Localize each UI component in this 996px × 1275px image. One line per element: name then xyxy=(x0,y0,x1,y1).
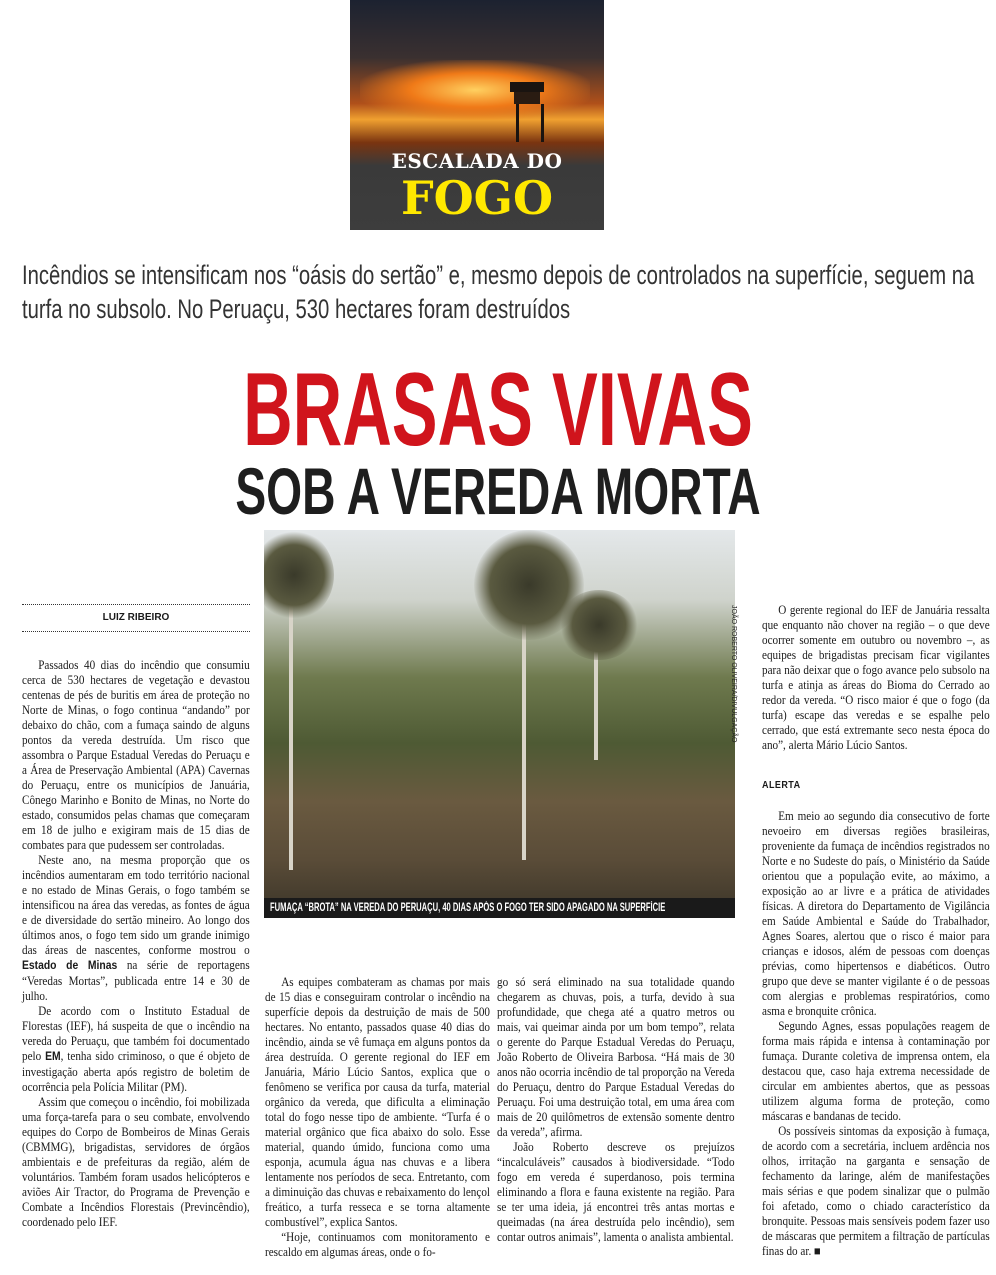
article-column-4 xyxy=(762,603,990,1259)
paragraph: De acordo com o Instituto Estadual de Florestas (IEF), há suspeita de que o incêndio na vereda do Peruaçu, que também foi documentado pelo EM, tenha sido criminoso, o que é objeto de investigação aberta após registro de boletim de ocorrência pela Polícia Militar (PM). xyxy=(22,1004,250,1094)
paragraph: Em meio ao segundo dia consecutivo de forte nevoeiro em diversas regiões brasileiras, proveniente da fumaça de incêndios registrados no Norte e no Sudeste do país, o Ministério da Saúde orientou que a população evite, ao máximo, a exposição ao ar livre e a prática de atividades físicas. A diretora do Departamento de Vigilância em Saúde Ambiental e Saúde do Trabalhador, Agnes Soares, alertou que o risco é maior para crianças e idosos, além de pessoas com doenças prévias, como hipertensos e diabéticos. Outro grupo que deve se manter vigilante é o de pessoas com alergias e problemas respiratórios, como asma e bronquite crônica. xyxy=(762,809,990,1018)
paragraph: “Hoje, continuamos com monitoramento e rescaldo em algumas áreas, onde o fo- xyxy=(265,1230,490,1259)
headline-line2: SOB A VEREDA MORTA xyxy=(235,454,761,528)
article-photo xyxy=(264,530,735,918)
sidebar-heading-alerta: ALERTA xyxy=(762,780,801,791)
photo-credit xyxy=(727,605,739,745)
publication-abbrev: EM xyxy=(45,1051,61,1063)
byline: LUIZ RIBEIRO xyxy=(22,604,250,632)
article-subtitle: Incêndios se intensificam nos “oásis do sertão” e, mesmo depois de controlados na superfície, seguem na turfa no subsolo. No Peruaçu, 530 hectares foram destruídos xyxy=(22,260,975,324)
photo-credit-text: JOÃO ROBERTO OLIVEIRA/DIVULGAÇÃO xyxy=(730,605,737,743)
article-column-2 xyxy=(265,975,490,1260)
headline-line1: BRASAS VIVAS xyxy=(243,352,753,468)
photo-caption: FUMAÇA “BROTA” NA VEREDA DO PERUAÇU, 40 DIAS APÓS O FOGO TER SIDO APAGADO NA SUPERFÍCIE xyxy=(270,902,666,914)
article-column-1 xyxy=(22,658,250,1230)
watchtower-silhouette xyxy=(510,82,544,142)
palm-crown xyxy=(559,590,639,660)
paragraph: Assim que começou o incêndio, foi mobilizada uma força-tarefa para o seu combate, envolvendo equipes do Corpo de Bombeiros de Minas Gerais (CBMMG), brigadistas, servidores de órgãos ambientais e de prefeituras da região, além de voluntários. Também foram usados helicópteros e aviões Air Tractor, do Programa de Prevenção e Combate a Incêndios Florestais (Previncêndio), coordenado pelo IEF. xyxy=(22,1095,250,1229)
section-banner-image xyxy=(350,0,604,230)
paragraph: Neste ano, na mesma proporção que os incêndios aumentaram em todo território nacional e no estado de Minas Gerais, o fogo também se intensificou na área das veredas, as fontes de água e de diversidade do sertão mineiro. Ao longo dos últimos anos, o fogo tem sido um grande inimigo das áreas de nascentes, conforme mostrou o Estado de Minas na série de reportagens “Veredas Mortas”, publicada entre 14 e 30 de julho. xyxy=(22,853,250,1003)
paragraph: O gerente regional do IEF de Januária ressalta que enquanto não chover na região – o que deve ocorrer somente em outubro ou novembro –, as equipes de brigadistas precisam ficar vigilantes para não deixar que o fogo avance pelo subsolo na turfa e atinja as áreas do Bioma do Cerrado ao redor da vereda. “O risco maior é que o fogo (da turfa) escape das veredas e se espalhe pelo cerrado, que está extremante seco nesta época do ano”, alerta Mário Lúcio Santos. xyxy=(762,603,990,752)
article-column-3 xyxy=(497,975,735,1245)
section-kicker: ESCALADA DO xyxy=(391,149,563,173)
photo-caption-bar xyxy=(264,898,735,918)
section-title: FOGO xyxy=(400,171,554,225)
paragraph: João Roberto descreve os prejuízos “incalculáveis” causados à biodiversidade. “Todo fogo em vereda é superdanoso, pois termina eliminando a flora e fauna existente na região. Para se ter uma ideia, já encontrei três antas mortas e queimadas (na área destruída pelo incêndio), sem contar outros animais”, lamenta o analista ambiental. xyxy=(497,1140,735,1244)
paragraph: As equipes combateram as chamas por mais de 15 dias e conseguiram controlar o incêndio na superfície depois da destruição de mais de 500 hectares. No entanto, passados quase 40 dias do incêndio, ainda se vê fumaça em alguns pontos da área destruída. O gerente regional do IEF em Januária, Mário Lúcio Santos, explica que o fenômeno se verifica por causa da turfa, material orgânico da vereda, que dificulta a eliminação total do fogo nesse tipo de ambiente. “Turfa é o material orgânico que fica abaixo do solo. Esse material, quando úmido, funciona como uma esponja, acumula água nas chuvas e a libera lentamente nos períodos de seca. Entretanto, com a diminuição das chuvas e rebaixamento do lençol freático, a turfa resseca e se torna altamente combustível”, explica Santos. xyxy=(265,975,490,1229)
palm-crown xyxy=(264,530,334,620)
fire-glow xyxy=(360,60,590,120)
paragraph: Os possíveis sintomas da exposição à fumaça, de acordo com a secretária, incluem ardência nos olhos, irritação na garganta e sensação de fechamento da laringe, além de manifestações mais sérias e que podem sinalizar que o pulmão foi afetado, como o chiado característico da bronquite. Pessoas mais sensíveis podem fazer uso de máscaras que permitem a filtração de partículas finas do ar. ■ xyxy=(762,1124,990,1258)
paragraph: go só será eliminado na sua totalidade quando chegarem as chuvas, pois, a turfa, devido à sua profundidade, que chega até a quatro metros ou mais, vai queimar ainda por um bom tempo”, relata o gerente do Parque Estadual Veredas do Peruaçu, João Roberto de Oliveira Barbosa. “Há mais de 30 anos não ocorria incêndio de tal proporção na Vereda do Peruaçu, dentro do Parque Estadual Veredas do Peruaçu. Foi uma destruição total, em uma área com mais de 20 quilômetros de extensão somente dentro da vereda”, afirma. xyxy=(497,975,735,1139)
paragraph: Segundo Agnes, essas populações reagem de forma mais rápida e intensa à contaminação por fumaça. Durante coletiva de imprensa ontem, ela destacou que, caso haja extrema necessidade de circular em ambientes abertos, que as pessoas utilizem alguma forma de proteção, como máscaras e bandanas de tecido. xyxy=(762,1019,990,1123)
publication-name: Estado de Minas xyxy=(22,960,118,972)
paragraph: Passados 40 dias do incêndio que consumiu cerca de 530 hectares de vegetação e devastou centenas de pés de buritis em área de proteção no Norte de Minas, o fogo continua “andando” por debaixo do chão, com a fumaça saindo de alguns pontos da vereda destruída. Um risco que assombra o Parque Estadual Veredas do Peruaçu e a Área de Preservação Ambiental (APA) Cavernas do Peruaçu, entre os municípios de Januária, Cônego Marinho e Bonito de Minas, no Norte do estado, consumidos pelas chamas que começaram em 18 de julho e exigiram mais de 15 dias de combates para que pudessem ser controladas. xyxy=(22,658,250,852)
